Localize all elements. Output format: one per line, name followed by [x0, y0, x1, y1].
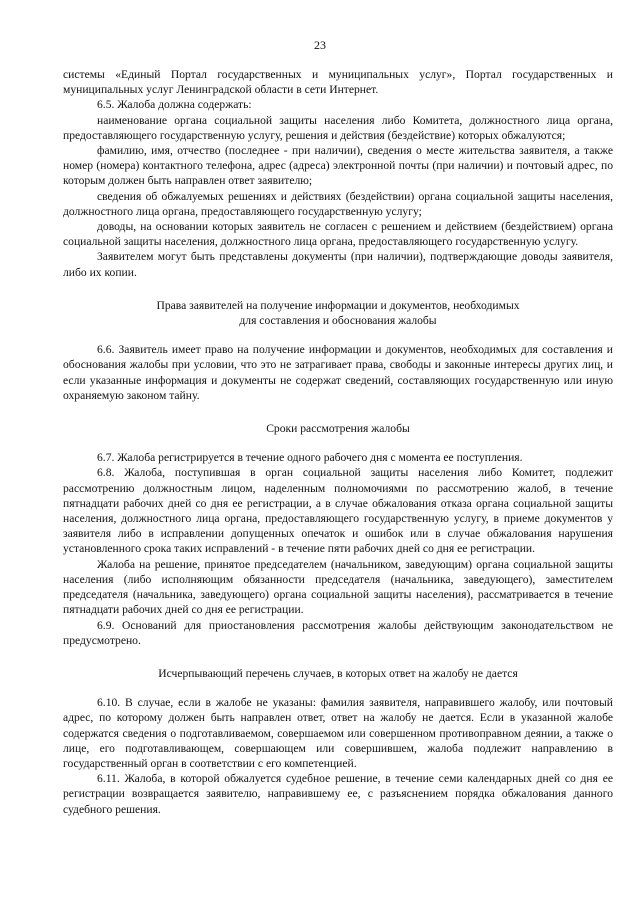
paragraph-6-6: 6.6. Заявитель имеет право на получение информации и документов, необходимых для составления и обоснования жалобы при условии, что это не затрагивает права, свободы и законные интересы других лиц, и если указанные информация и документы не содержат сведений, составляющих государственную или иную охраняемую законом тайну. [63, 343, 613, 402]
heading-line: Сроки рассмотрения жалобы [266, 422, 410, 436]
paragraph-complaint-item-arguments: доводы, на основании которых заявитель не согласен с решением и действием (бездействием) органа социальной защиты населения, должностного лица органа, предоставляющего государственную услугу. [63, 220, 613, 249]
paragraph-complaint-item-authority: наименование органа социальной защиты населения либо Комитета, должностного лица органа, предоставляющего государственную услугу, решения и действия (бездействие) которых обжалуются; [63, 113, 613, 142]
paragraph-6-7: 6.7. Жалоба регистрируется в течение одного рабочего дня с момента ее поступления. [97, 451, 523, 465]
paragraph-6-8: 6.8. Жалоба, поступившая в орган социальной защиты населения либо Комитет, подлежит рассмотрению должностным лицом, наделенным полномочиями по рассмотрению жалоб, в течение пятнадцати рабочих дней со дня ее регистрации, а в случае обжалования отказа органа социальной защиты населения, должностного лица органа, предоставляющего государственную услугу, в приеме документов у заявителя либо в исправлении допущенных опечаток и ошибок или в случае обжалования нарушения установленного срока таких исправлений - в течение пяти рабочих дней со дня ее регистрации. [63, 466, 613, 556]
paragraph-6-9: 6.9. Оснований для приостановления рассмотрения жалобы действующим законодательством не предусмотрено. [63, 618, 613, 647]
document-body [63, 67, 613, 817]
paragraph-complaint-item-applicant: фамилию, имя, отчество (последнее - при наличии), сведения о месте жительства заявителя, а также номер (номера) контактного телефона, адрес (адреса) электронной почты (при наличии) и почтовый адрес, по которым должен быть направлен ответ заявителю; [63, 144, 613, 188]
paragraph-appeal-decision: Жалоба на решение, принятое председателем (начальником, заведующим) органа социальной защиты населения (либо исполняющим обязанности председателя (начальника, заведующего), заместителем председателя (начальника, заведующего) органа социальной защиты населения), рассматривается в течение пятнадцати рабочих дней со дня ее регистрации. [63, 557, 613, 617]
paragraph-6-11: 6.11. Жалоба, в которой обжалуется судебное решение, в течение семи календарных дней со дня ее регистрации возвращается заявителю, направившему ее, с разъяснением порядка обжалования данного судебного решения. [63, 772, 613, 816]
page-number: 23 [314, 38, 326, 52]
heading-line: Исчерпывающий перечень случаев, в которых ответ на жалобу не дается [158, 666, 518, 680]
paragraph-supporting-documents: Заявителем могут быть представлены документы (при наличии), подтверждающие доводы заявителя, либо их копии. [63, 250, 613, 279]
paragraph-6-10: 6.10. В случае, если в жалобе не указаны: фамилия заявителя, направившего жалобу, или почтовый адрес, по которому должен быть направлен ответ, ответ на жалобу не дается. Если в указанной жалобе содержатся сведения о подготавливаемом, совершаемом или совершенном противоправном деянии, а также о лице, его подготавливающем, совершающем или совершившем, жалоба подлежит направлению в государственный орган в соответствии с его компетенцией. [63, 696, 613, 770]
section-heading-terms [63, 421, 613, 436]
paragraph-complaint-item-decisions: сведения об обжалуемых решениях и действиях (бездействии) органа социальной защиты населения, должностного лица органа, предоставляющего государственную услугу; [63, 189, 613, 218]
section-heading-no-response [63, 666, 613, 681]
heading-line: для составления и обоснования жалобы [239, 314, 437, 328]
paragraph-6-5: 6.5. Жалоба должна содержать: [97, 98, 252, 112]
section-heading-rights [63, 298, 613, 328]
paragraph-continuation: системы «Единый Портал государственных и муниципальных услуг», Портал государственных и муниципальных услуг Ленинградской области в сети Интернет. [63, 68, 613, 97]
heading-line: Права заявителей на получение информации и документов, необходимых [156, 298, 520, 312]
